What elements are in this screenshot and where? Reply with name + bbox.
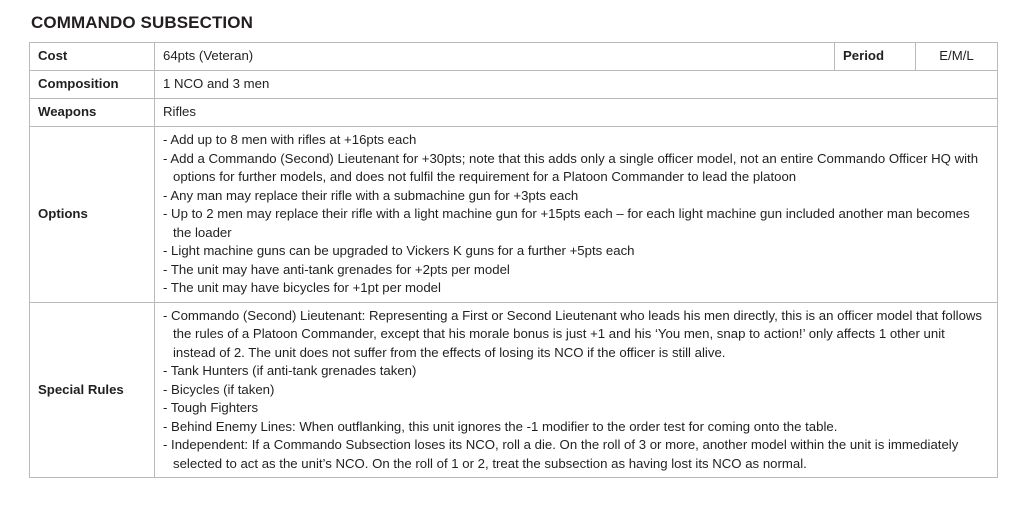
special-rules-row — [30, 302, 998, 478]
options-list — [163, 127, 989, 302]
option-item: - The unit may have anti-tank grenades for +2pts per model — [163, 261, 510, 277]
option-item: - The unit may have bicycles for +1pt per model — [163, 280, 441, 295]
special-rules-list — [163, 303, 989, 478]
special-rule-item: - Independent: If a Commando Subsection loses its NCO, roll a die. On the roll of 3 or more, another model within the unit is immediately selected to act as the unit’s NCO. On the roll of 1 or 2, treat the subsection as having lost its NCO as normal. — [163, 437, 959, 471]
special-rules-cell — [155, 302, 998, 478]
unit-stats-table — [29, 42, 998, 478]
cost-row — [30, 43, 998, 71]
special-rule-item: - Commando (Second) Lieutenant: Representing a First or Second Lieutenant who leads his men directly, this is an officer model that follows the rules of a Platoon Commander, except that his morale bonus is just +1 and his ‘You men, snap to action!’ only affects 1 other unit instead of 2. The unit does not suffer from the effects of losing its NCO if the officer is still alive. — [163, 307, 983, 360]
special-rule-item: - Tank Hunters (if anti-tank grenades taken) — [163, 363, 417, 378]
weapons-label: Weapons — [30, 99, 155, 127]
cost-label: Cost — [30, 43, 155, 71]
option-item: - Add a Commando (Second) Lieutenant for +30pts; note that this adds only a single officer model, not an entire Commando Officer HQ with options for further models, and does not fulfil the requirement for a Platoon Commander to lead the platoon — [163, 150, 979, 184]
period-label: Period — [835, 43, 916, 71]
special-rule-item: - Bicycles (if taken) — [163, 381, 275, 397]
cost-value: 64pts (Veteran) — [155, 43, 835, 71]
special-rule-item: - Behind Enemy Lines: When outflanking, this unit ignores the -1 modifier to the order test for coming onto the table. — [163, 418, 838, 434]
option-item: - Add up to 8 men with rifles at +16pts each — [163, 132, 417, 147]
options-row — [30, 127, 998, 303]
composition-value: 1 NCO and 3 men — [155, 71, 998, 99]
option-item: - Any man may replace their rifle with a submachine gun for +3pts each — [163, 187, 579, 203]
option-item: - Light machine guns can be upgraded to Vickers K guns for a further +5pts each — [163, 243, 635, 258]
special-rule-item: - Tough Fighters — [163, 400, 259, 415]
weapons-row — [30, 99, 998, 127]
options-label: Options — [30, 127, 155, 303]
option-item: - Up to 2 men may replace their rifle with a light machine gun for +15pts each – for each light machine gun included another man becomes the loader — [163, 206, 970, 240]
composition-row — [30, 71, 998, 99]
special-rules-label: Special Rules — [30, 302, 155, 478]
composition-label: Composition — [30, 71, 155, 99]
page-title: COMMANDO SUBSECTION — [31, 13, 253, 32]
weapons-value: Rifles — [155, 99, 998, 127]
period-value: E/M/L — [916, 43, 998, 71]
options-cell — [155, 127, 998, 303]
